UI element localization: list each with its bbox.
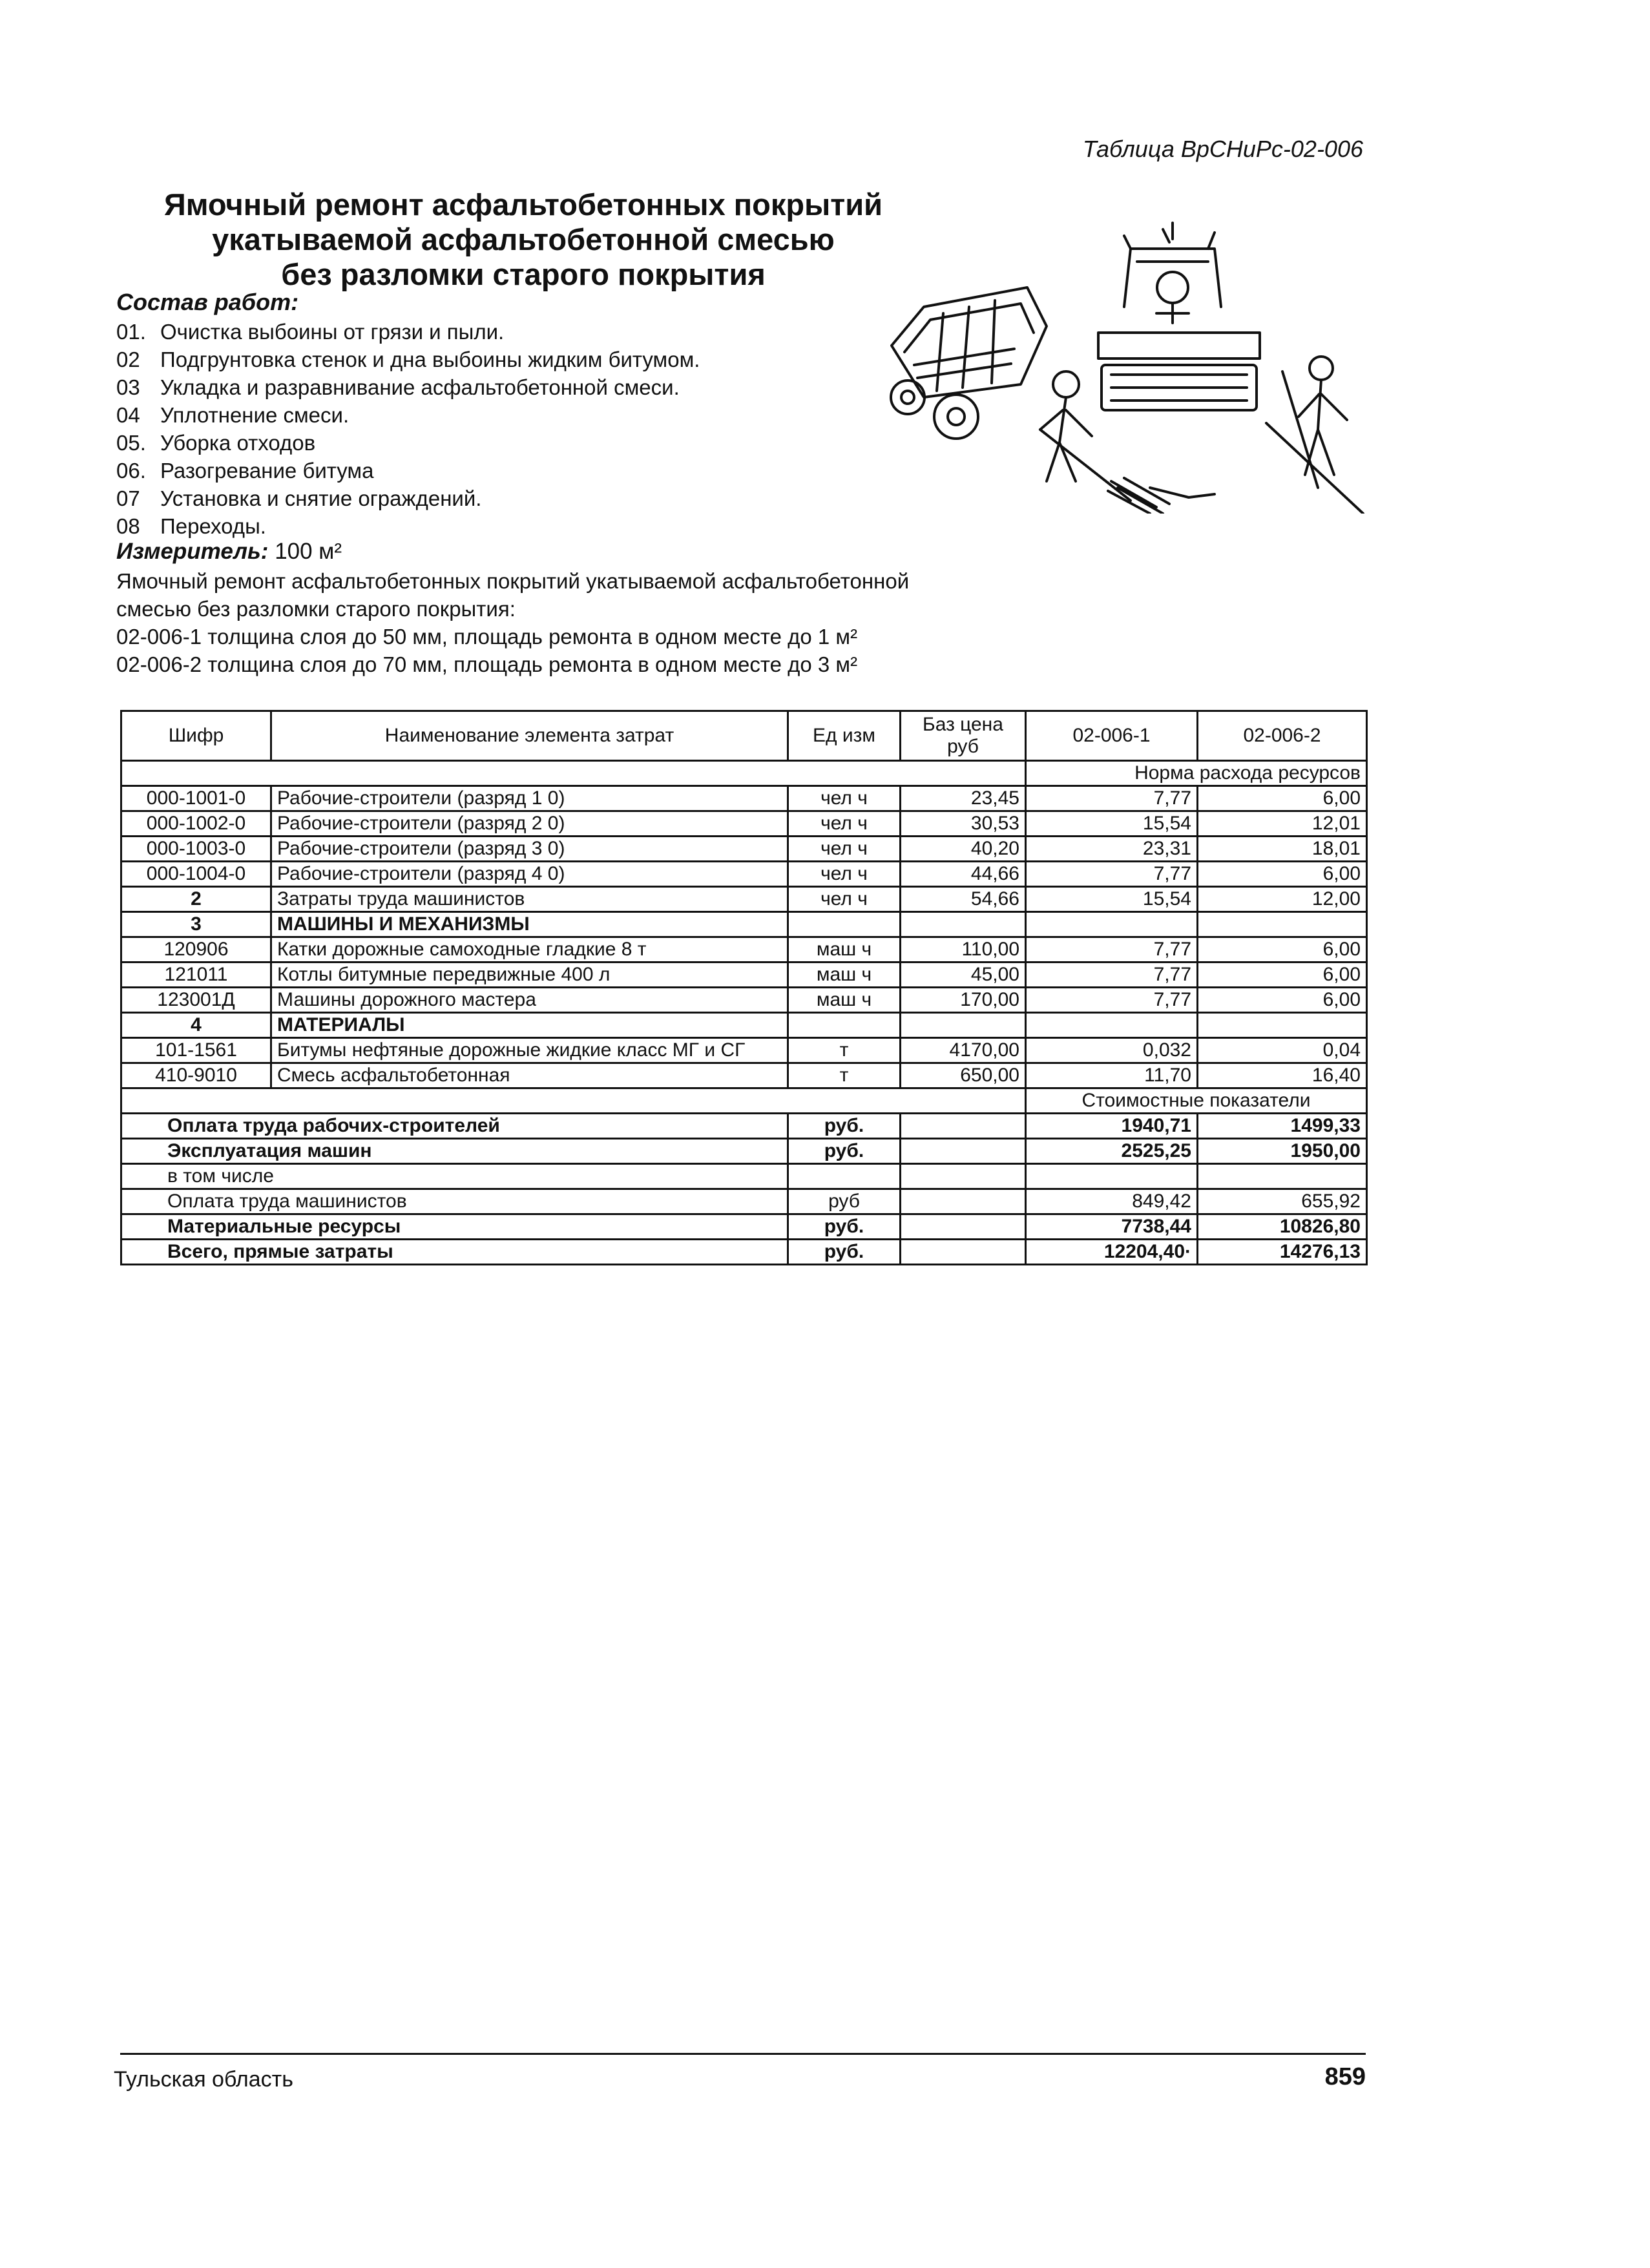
- works-list: [116, 318, 700, 540]
- description-line: смесью без разломки старого покрытия:: [116, 597, 516, 621]
- page-number: 859: [1324, 2063, 1366, 2090]
- table-header-row: [121, 711, 1367, 761]
- description: [116, 567, 982, 678]
- meter-label: Измеритель:: [116, 539, 269, 564]
- table-row: 120906 Катки дорожные самоходные гладкие 8 т маш ч 110,00 7,77 6,00: [121, 937, 1367, 962]
- cost-row: Оплата труда машинистов руб 849,42 655,92: [121, 1189, 1367, 1214]
- col-header-base-price: Баз цена руб: [901, 711, 1026, 761]
- table-row: 000-1002-0 Рабочие-строители (разряд 2 0) чел ч 30,53 15,54 12,01: [121, 811, 1367, 837]
- col-header-name: Наименование элемента затрат: [271, 711, 788, 761]
- composition-heading: Состав работ:: [116, 289, 299, 315]
- machinist-row: 2 Затраты труда машинистов чел ч 54,66 15,54 12,00: [121, 887, 1367, 912]
- title-line: укатываемой асфальтобетонной смесью: [212, 222, 835, 256]
- cost-heading: Стоимостные показатели: [1026, 1088, 1367, 1114]
- list-item: 02 Подгрунтовка стенок и дна выбоины жидким битумом.: [116, 348, 700, 371]
- list-item: 07 Установка и снятие ограждений.: [116, 486, 482, 510]
- title-line: без разломки старого покрытия: [281, 257, 766, 291]
- description-line: 02-006-1 толщина слоя до 50 мм, площадь ремонта в одном месте до 1 м²: [116, 625, 858, 649]
- list-item: 04 Уплотнение смеси.: [116, 403, 350, 427]
- cost-heading-row: [121, 1088, 1367, 1114]
- materials-heading-row: 4 МАТЕРИАЛЫ: [121, 1013, 1367, 1038]
- meter-line: [116, 539, 342, 565]
- footer-divider: [120, 2053, 1366, 2055]
- list-item: 06. Разогревание битума: [116, 459, 374, 483]
- list-item: 01. Очистка выбоины от грязи и пыли.: [116, 320, 505, 344]
- description-line: Ямочный ремонт асфальтобетонных покрытий укатываемой асфальтобетонной: [116, 569, 910, 593]
- description-line: 02-006-2 толщина слоя до 70 мм, площадь ремонта в одном месте до 3 м²: [116, 652, 858, 676]
- table-row: 121011 Котлы битумные передвижные 400 л маш ч 45,00 7,77 6,00: [121, 962, 1367, 988]
- table-reference: Таблица ВрСНиРс-02-006: [1082, 136, 1363, 162]
- footer-region: Тульская область: [114, 2067, 293, 2092]
- meter-value: 100 м²: [275, 539, 342, 564]
- cost-row: Эксплуатация машин руб. 2525,25 1950,00: [121, 1139, 1367, 1164]
- document-title: [116, 187, 930, 292]
- cost-row: в том числе: [121, 1164, 1367, 1189]
- norm-heading: Норма расхода ресурсов: [1026, 761, 1367, 786]
- title-line: Ямочный ремонт асфальтобетонных покрытий: [163, 187, 883, 222]
- resource-table: [120, 710, 1368, 1265]
- col-header-02-006-1: 02-006-1: [1026, 711, 1198, 761]
- table-row: 410-9010 Смесь асфальтобетонная т 650,00 11,70 16,40: [121, 1063, 1367, 1088]
- list-item: 08 Переходы.: [116, 514, 266, 538]
- list-item: 05. Уборка отходов: [116, 431, 316, 455]
- table-row: 000-1001-0 Рабочие-строители (разряд 1 0) чел ч 23,45 7,77 6,00: [121, 786, 1367, 811]
- table-row: 101-1561 Битумы нефтяные дорожные жидкие класс МГ и СГ т 4170,00 0,032 0,04: [121, 1038, 1367, 1063]
- cost-row-total: Всего, прямые затраты руб. 12204,40· 14276,13: [121, 1240, 1367, 1265]
- road-repair-illustration: [853, 210, 1370, 514]
- col-header-02-006-2: 02-006-2: [1198, 711, 1367, 761]
- cost-row: Оплата труда рабочих-строителей руб. 1940,71 1499,33: [121, 1114, 1367, 1139]
- list-item: 03 Укладка и разравнивание асфальтобетонной смеси.: [116, 375, 680, 399]
- table-row: 000-1003-0 Рабочие-строители (разряд 3 0) чел ч 40,20 23,31 18,01: [121, 837, 1367, 862]
- table-row: 123001Д Машины дорожного мастера маш ч 170,00 7,77 6,00: [121, 988, 1367, 1013]
- machines-heading-row: 3 МАШИНЫ И МЕХАНИЗМЫ: [121, 912, 1367, 937]
- col-header-unit: Ед изм: [788, 711, 901, 761]
- col-header-code: Шифр: [121, 711, 271, 761]
- norm-heading-row: [121, 761, 1367, 786]
- cost-row: Материальные ресурсы руб. 7738,44 10826,80: [121, 1214, 1367, 1240]
- table-row: 000-1004-0 Рабочие-строители (разряд 4 0) чел ч 44,66 7,77 6,00: [121, 862, 1367, 887]
